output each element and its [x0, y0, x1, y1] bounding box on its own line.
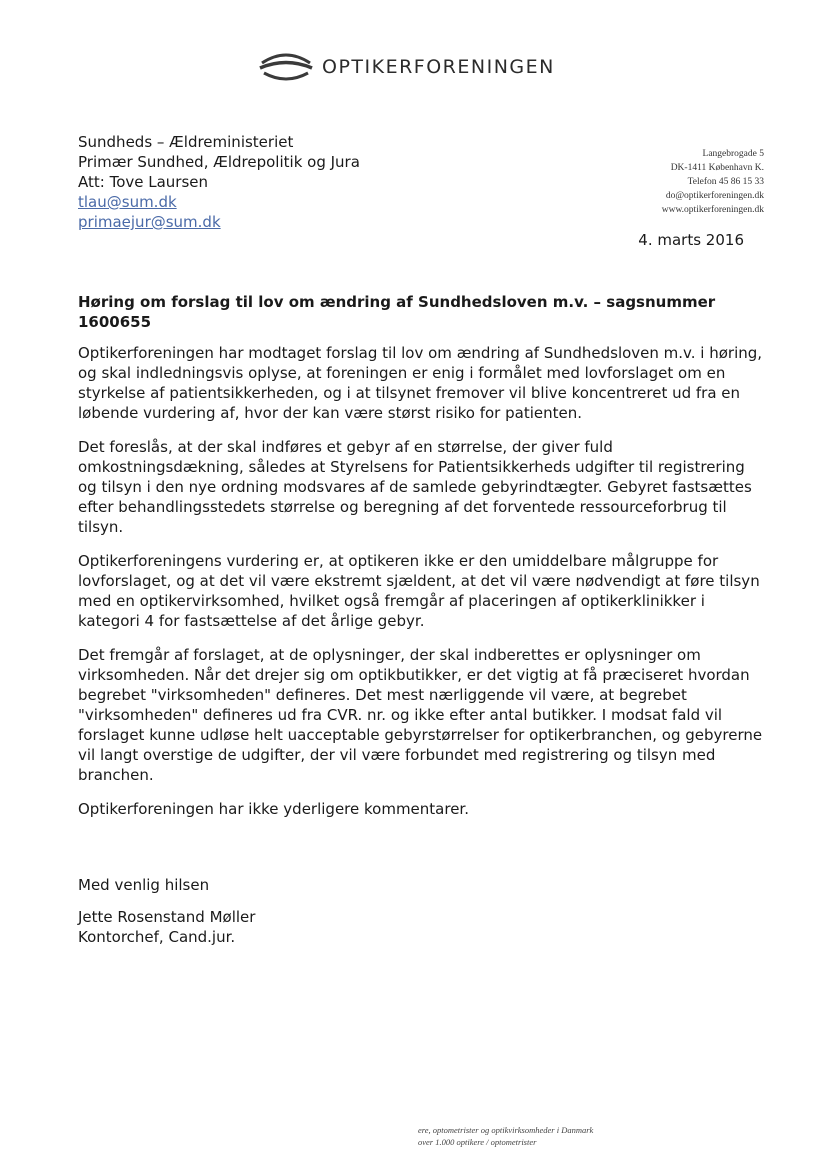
recipient-attention: Att: Tove Laursen — [78, 173, 209, 191]
body-paragraph-2: Det foreslås, at der skal indføres et gebyr af en størrelse, der giver fuld omkostningsdækning, således at Styrelsens for Patientsikkerheds udgifter til registrering og tilsyn i den nye ordning modsvares af de samlede gebyrindtægter. Gebyret fastsættes efter behandlingsstedets størrelse og beregning af det forventede ressourceforbrug til tilsyn. — [78, 438, 752, 536]
footer-line-2: over 1.000 optikere / optometrister — [418, 1137, 537, 1147]
letter-date: 4. marts 2016 — [638, 231, 744, 249]
signature-block — [78, 907, 255, 947]
page-footer — [418, 1124, 593, 1148]
recipient-email-link-1[interactable]: tlau@sum.dk — [78, 193, 177, 211]
letterhead-logo — [258, 48, 555, 86]
closing-greeting: Med venlig hilsen — [78, 876, 210, 894]
recipient-email-link-2[interactable]: primaejur@sum.dk — [78, 213, 221, 231]
recipient-ministry: Sundheds – Ældreministeriet — [78, 133, 294, 151]
letter-subject: Høring om forslag til lov om ændring af Sundhedsloven m.v. – sagsnummer 1600655 — [78, 293, 716, 331]
footer-line-1: ere, optometrister og optikvirksomheder i Danmark — [418, 1125, 594, 1135]
eye-logo-icon — [258, 49, 314, 85]
body-paragraph-5: Optikerforeningen har ikke yderligere kommentarer. — [78, 800, 469, 818]
body-paragraph-1: Optikerforeningen har modtaget forslag til lov om ændring af Sundhedsloven m.v. i høring, og skal indledningsvis oplyse, at foreningen er enig i formålet med lovforslaget om en styrkelse af patientsikkerheden, og i at tilsynet fremover vil blive koncentreret ud fra en løbende vurdering af, hvor der kan være størst risiko for patienten. — [78, 344, 763, 422]
letter-body — [78, 343, 768, 833]
sender-email: do@optikerforeningen.dk — [665, 191, 764, 201]
sender-street: Langebrogade 5 — [702, 149, 764, 159]
sender-city: DK-1411 København K. — [670, 163, 764, 173]
org-name: OPTIKERFORENINGEN — [322, 56, 555, 78]
signature-name: Jette Rosenstand Møller — [78, 908, 256, 926]
recipient-block — [78, 132, 360, 232]
sender-address-block — [662, 147, 764, 217]
sender-phone: Telefon 45 86 15 33 — [687, 177, 764, 187]
body-paragraph-4: Det fremgår af forslaget, at de oplysninger, der skal indberettes er oplysninger om virksomheden. Når det drejer sig om optikbutikker, er det vigtig at få præciseret hvordan begrebet "virksomheden" defineres. Det mest nærliggende vil være, at begrebet "virksomheden" defineres ud fra CVR. nr. og ikke efter antal butikker. I modsat fald vil forslaget kunne udløse helt uacceptable gebyrstørrelser for optikerbranchen, og gebyrerne vil langt overstige de udgifter, der vil være forbundet med registrering og tilsyn med branchen. — [78, 646, 763, 784]
body-paragraph-3: Optikerforeningens vurdering er, at optikeren ikke er den umiddelbare målgruppe for lovforslaget, og at det vil være ekstremt sjældent, at det vil være nødvendigt at føre tilsyn med en optikervirksomhed, hvilket også fremgår af placeringen af optikerklinikker i kategori 4 for fastsættelse af det årlige gebyr. — [78, 552, 760, 630]
sender-web: www.optikerforeningen.dk — [661, 205, 764, 215]
signature-title: Kontorchef, Cand.jur. — [78, 928, 236, 946]
recipient-department: Primær Sundhed, Ældrepolitik og Jura — [78, 153, 360, 171]
